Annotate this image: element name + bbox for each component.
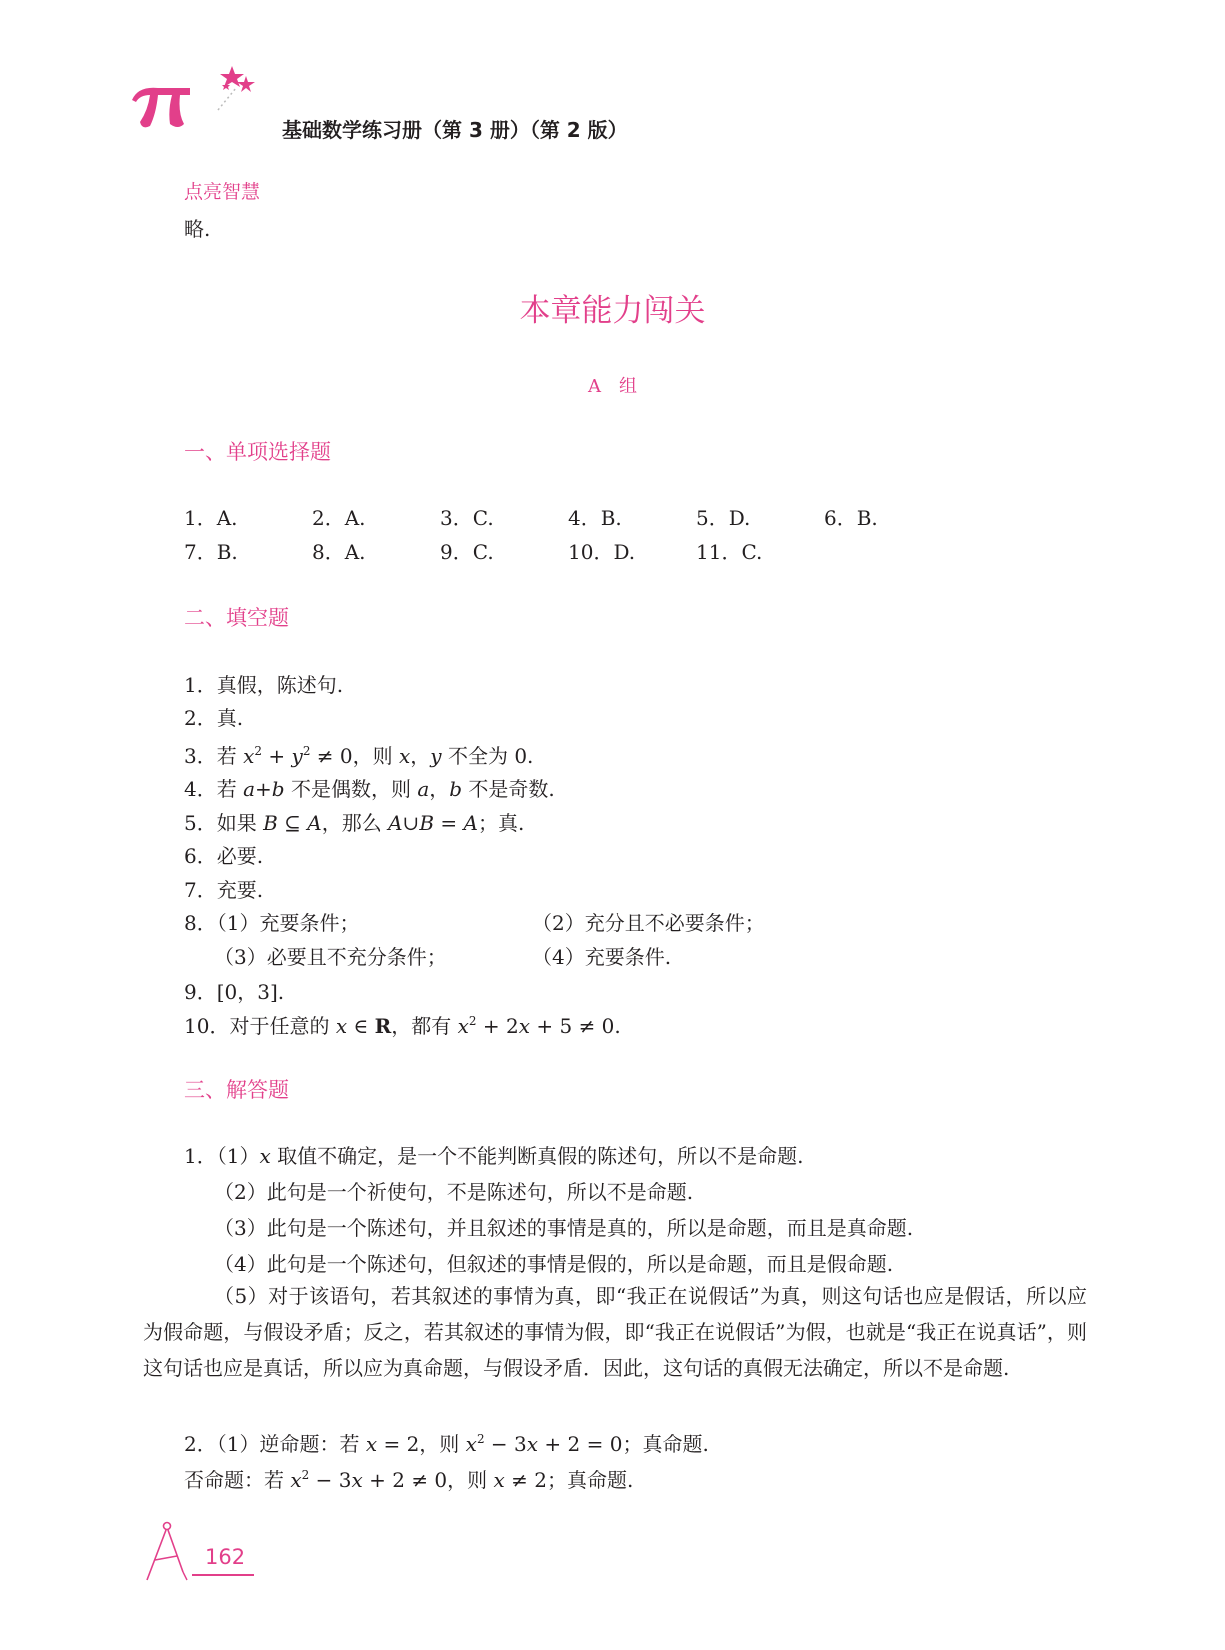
answer-item: 7．B. [184,540,238,564]
fill-answer-7: 7．充要. [184,878,264,902]
fill-answer-8-part2: （2）充分且不必要条件； [532,911,765,935]
answer-item: 11．C. [696,540,763,564]
pi-symbol-with-stars-icon [128,58,268,138]
answer-item: 5．D. [696,506,751,530]
group-label: A 组 [588,376,637,397]
answer-item: 8．A. [312,540,366,564]
answer-row-2 [184,536,824,565]
page-number: 162 [205,1545,246,1569]
fill-answer-8-part4: （4）充要条件. [532,945,672,969]
section-heading-solve: 三、解答题 [184,1078,289,1102]
pi-logo [128,58,268,138]
answer-item: 6．B. [824,506,878,530]
section-heading-fill: 二、填空题 [184,606,289,630]
fill-answer-1: 1．真假，陈述句. [184,673,344,697]
answer-row-1 [184,502,952,531]
fill-answer-9: 9．[0，3]. [184,980,285,1004]
fill-answer-5: 5．如果 B ⊆ A，那么 A∪B = A；真. [184,811,525,835]
solve-answer-1-2: （2）此句是一个祈使句，不是陈述句，所以不是命题. [214,1180,694,1204]
page-number-underline [192,1574,254,1576]
answer-item: 1．A. [184,506,238,530]
book-title: 基础数学练习册（第 3 册）（第 2 版） [282,118,628,142]
section-body: 略. [184,217,211,241]
fill-answer-4: 4．若 a+b 不是偶数，则 a，b 不是奇数. [184,777,555,801]
answer-item: 9．C. [440,540,494,564]
footer-compass [143,1520,199,1582]
fill-answer-6: 6．必要. [184,844,264,868]
solve-answer-1-3: （3）此句是一个陈述句，并且叙述的事情是真的，所以是命题，而且是真命题. [214,1216,914,1240]
answer-item: 3．C. [440,506,494,530]
fill-answer-8-part3: （3）必要且不充分条件； [214,945,447,969]
solve-answer-2-1: 2．（1）逆命题：若 x = 2，则 $x^2 - 3x + 2 = 0$；真命题. [184,1432,709,1456]
fill-answer-10: 10．对于任意的 x ∈ R，都有 $x^2 + 2x + 5 \ne 0$. [184,1014,621,1038]
solve-answer-2-2: 否命题：若 $x^2 - 3x + 2 \ne 0$，则 x ≠ 2；真命题. [184,1468,634,1492]
section-heading-choice: 一、单项选择题 [184,440,331,464]
solve-answer-1-5: （5）对于该语句，若其叙述的事情为真，即“我正在说假话”为真，则这句话也应是假话，所以应为假命题，与假设矛盾；反之，若其叙述的事情为假，即“我正在说假话”为假，也就是“我正在说真话”，则这句话也应是真话，所以应为真命题，与假设矛盾．因此，这句话的真假无法确定，所以不是命题. [143,1284,1087,1380]
section-label: 点亮智慧 [184,181,261,203]
chapter-title: 本章能力闯关 [519,293,706,329]
fill-answer-8-part1: 8．（1）充要条件； [184,911,360,935]
answer-item: 2．A. [312,506,366,530]
fill-answer-2: 2．真. [184,706,244,730]
solve-answer-1-1: 1．（1）x 取值不确定，是一个不能判断真假的陈述句，所以不是命题. [184,1144,804,1168]
drawing-compass-icon [143,1520,199,1582]
solve-answer-1-4: （4）此句是一个陈述句，但叙述的事情是假的，所以是命题，而且是假命题. [214,1252,894,1276]
fill-answer-3: 3．若 $x^2 + y^2 \ne 0$，则 x，y 不全为 0. [184,744,534,768]
answer-item: 10．D. [568,540,636,564]
answer-item: 4．B. [568,506,622,530]
